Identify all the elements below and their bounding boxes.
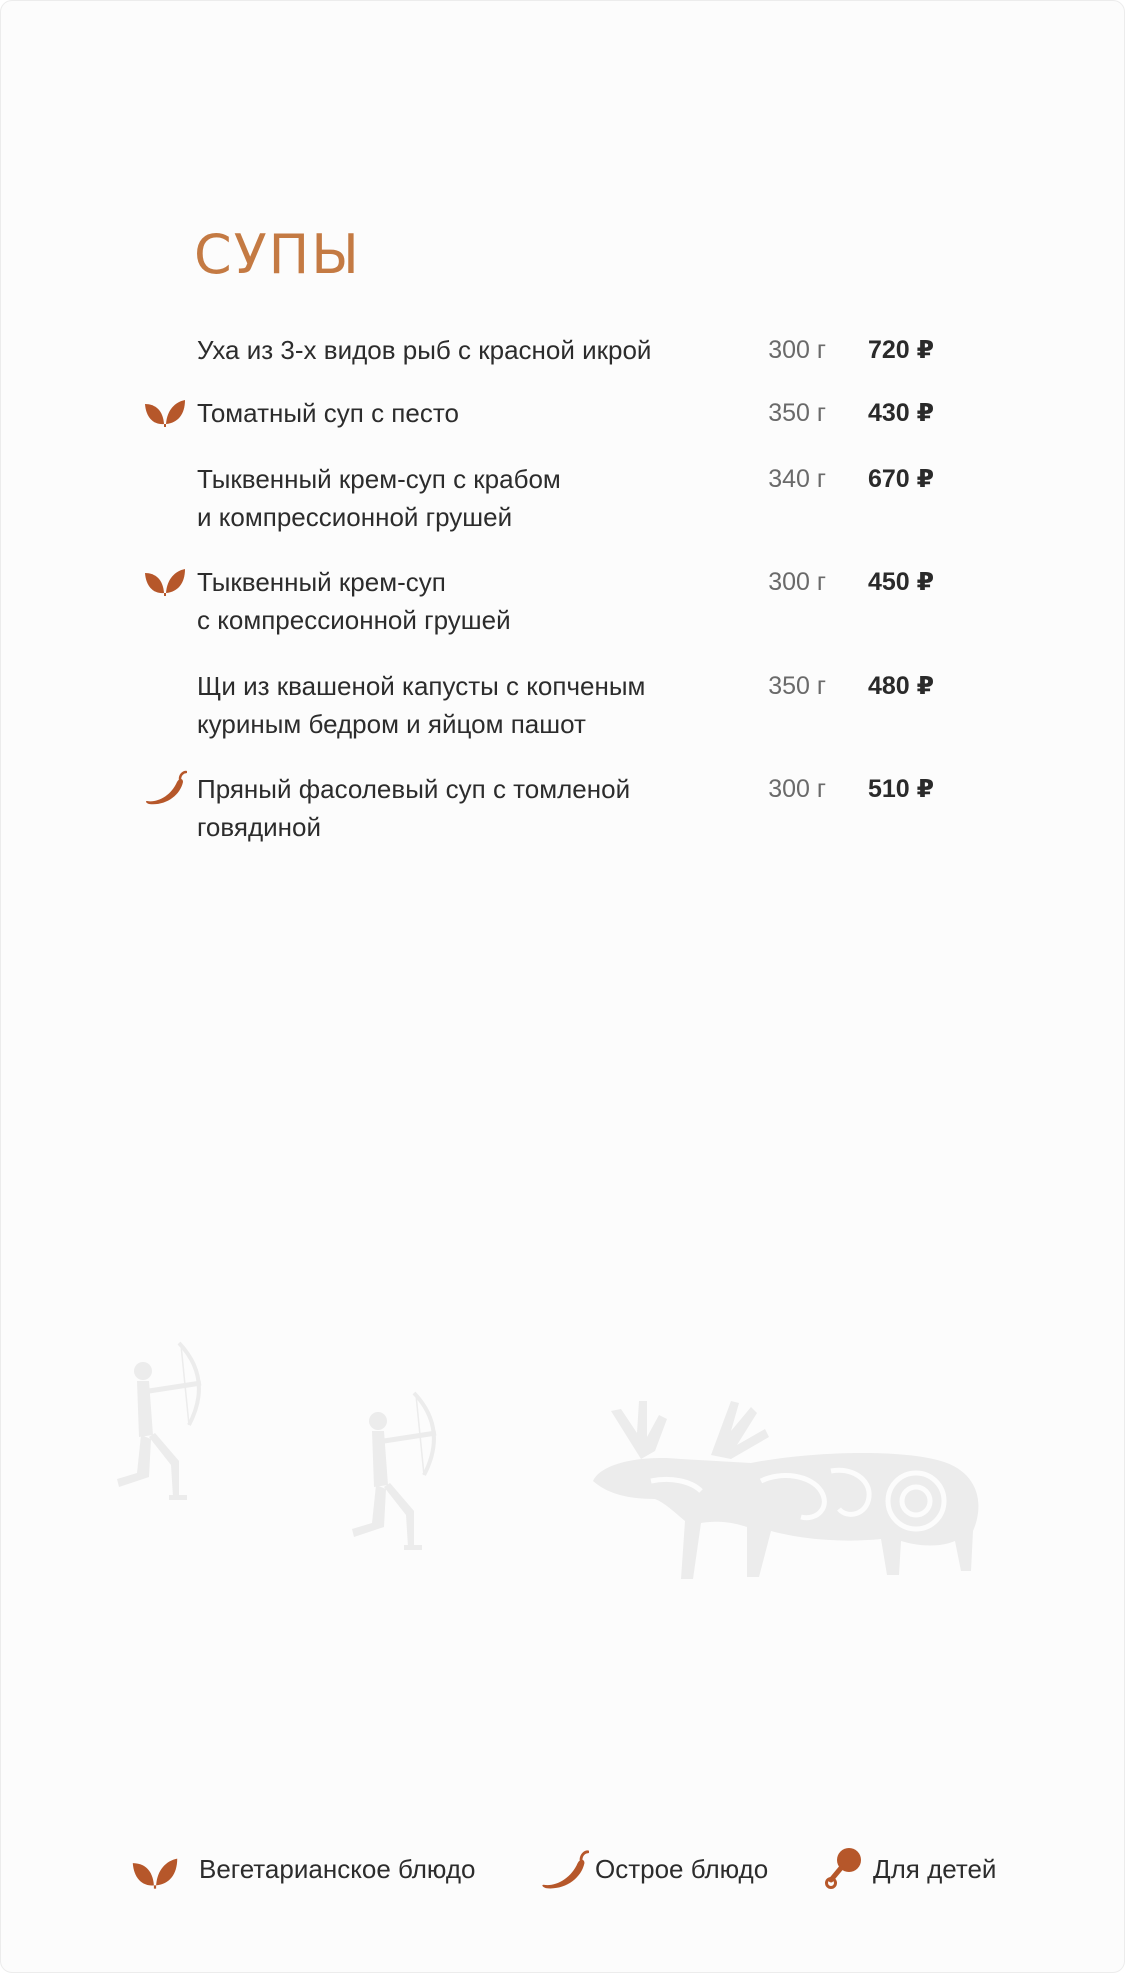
leaf-icon	[127, 1852, 183, 1892]
archer-figure-center	[344, 1389, 450, 1559]
chili-icon	[539, 1848, 589, 1892]
dish-price: 450 ₽	[867, 568, 934, 596]
legend	[1, 1846, 1124, 1896]
dish-weight: 300 г	[768, 336, 826, 364]
leaf-icon	[143, 563, 187, 599]
dish-price: 510 ₽	[867, 775, 934, 803]
dish-weight: 350 г	[768, 399, 826, 427]
dish-price: 430 ₽	[867, 399, 934, 427]
legend-kids-label: Для детей	[873, 1854, 997, 1884]
dish-name: Тыквенный крем-суп с компрессионной грушей	[197, 567, 511, 635]
legend-spicy-label: Острое блюдо	[595, 1854, 769, 1884]
dish-name: Пряный фасолевый суп с томленой говядиной	[197, 774, 631, 842]
dish-weight: 300 г	[768, 568, 826, 596]
rattle-icon	[825, 1846, 865, 1890]
leaf-icon	[143, 394, 187, 430]
section-title: СУПЫ	[194, 223, 361, 286]
archer-figure-left	[109, 1339, 215, 1509]
dish-name: Уха из 3-х видов рыб с красной икрой	[197, 335, 652, 365]
dish-name: Щи из квашеной капусты с копченым куриным бедром и яйцом пашот	[197, 671, 646, 739]
dish-weight: 350 г	[768, 672, 826, 700]
dish-weight: 300 г	[768, 775, 826, 803]
dish-price: 670 ₽	[867, 465, 934, 493]
dish-price: 720 ₽	[867, 336, 934, 364]
dish-price: 480 ₽	[867, 672, 934, 700]
chili-icon	[143, 770, 187, 806]
dish-name: Тыквенный крем-суп с крабом и компрессионной грушей	[197, 464, 561, 532]
dish-name: Томатный суп с песто	[197, 398, 459, 428]
moose-figure	[581, 1371, 986, 1611]
legend-vegetarian-label: Вегетарианское блюдо	[199, 1854, 476, 1884]
dish-weight: 340 г	[768, 465, 826, 493]
